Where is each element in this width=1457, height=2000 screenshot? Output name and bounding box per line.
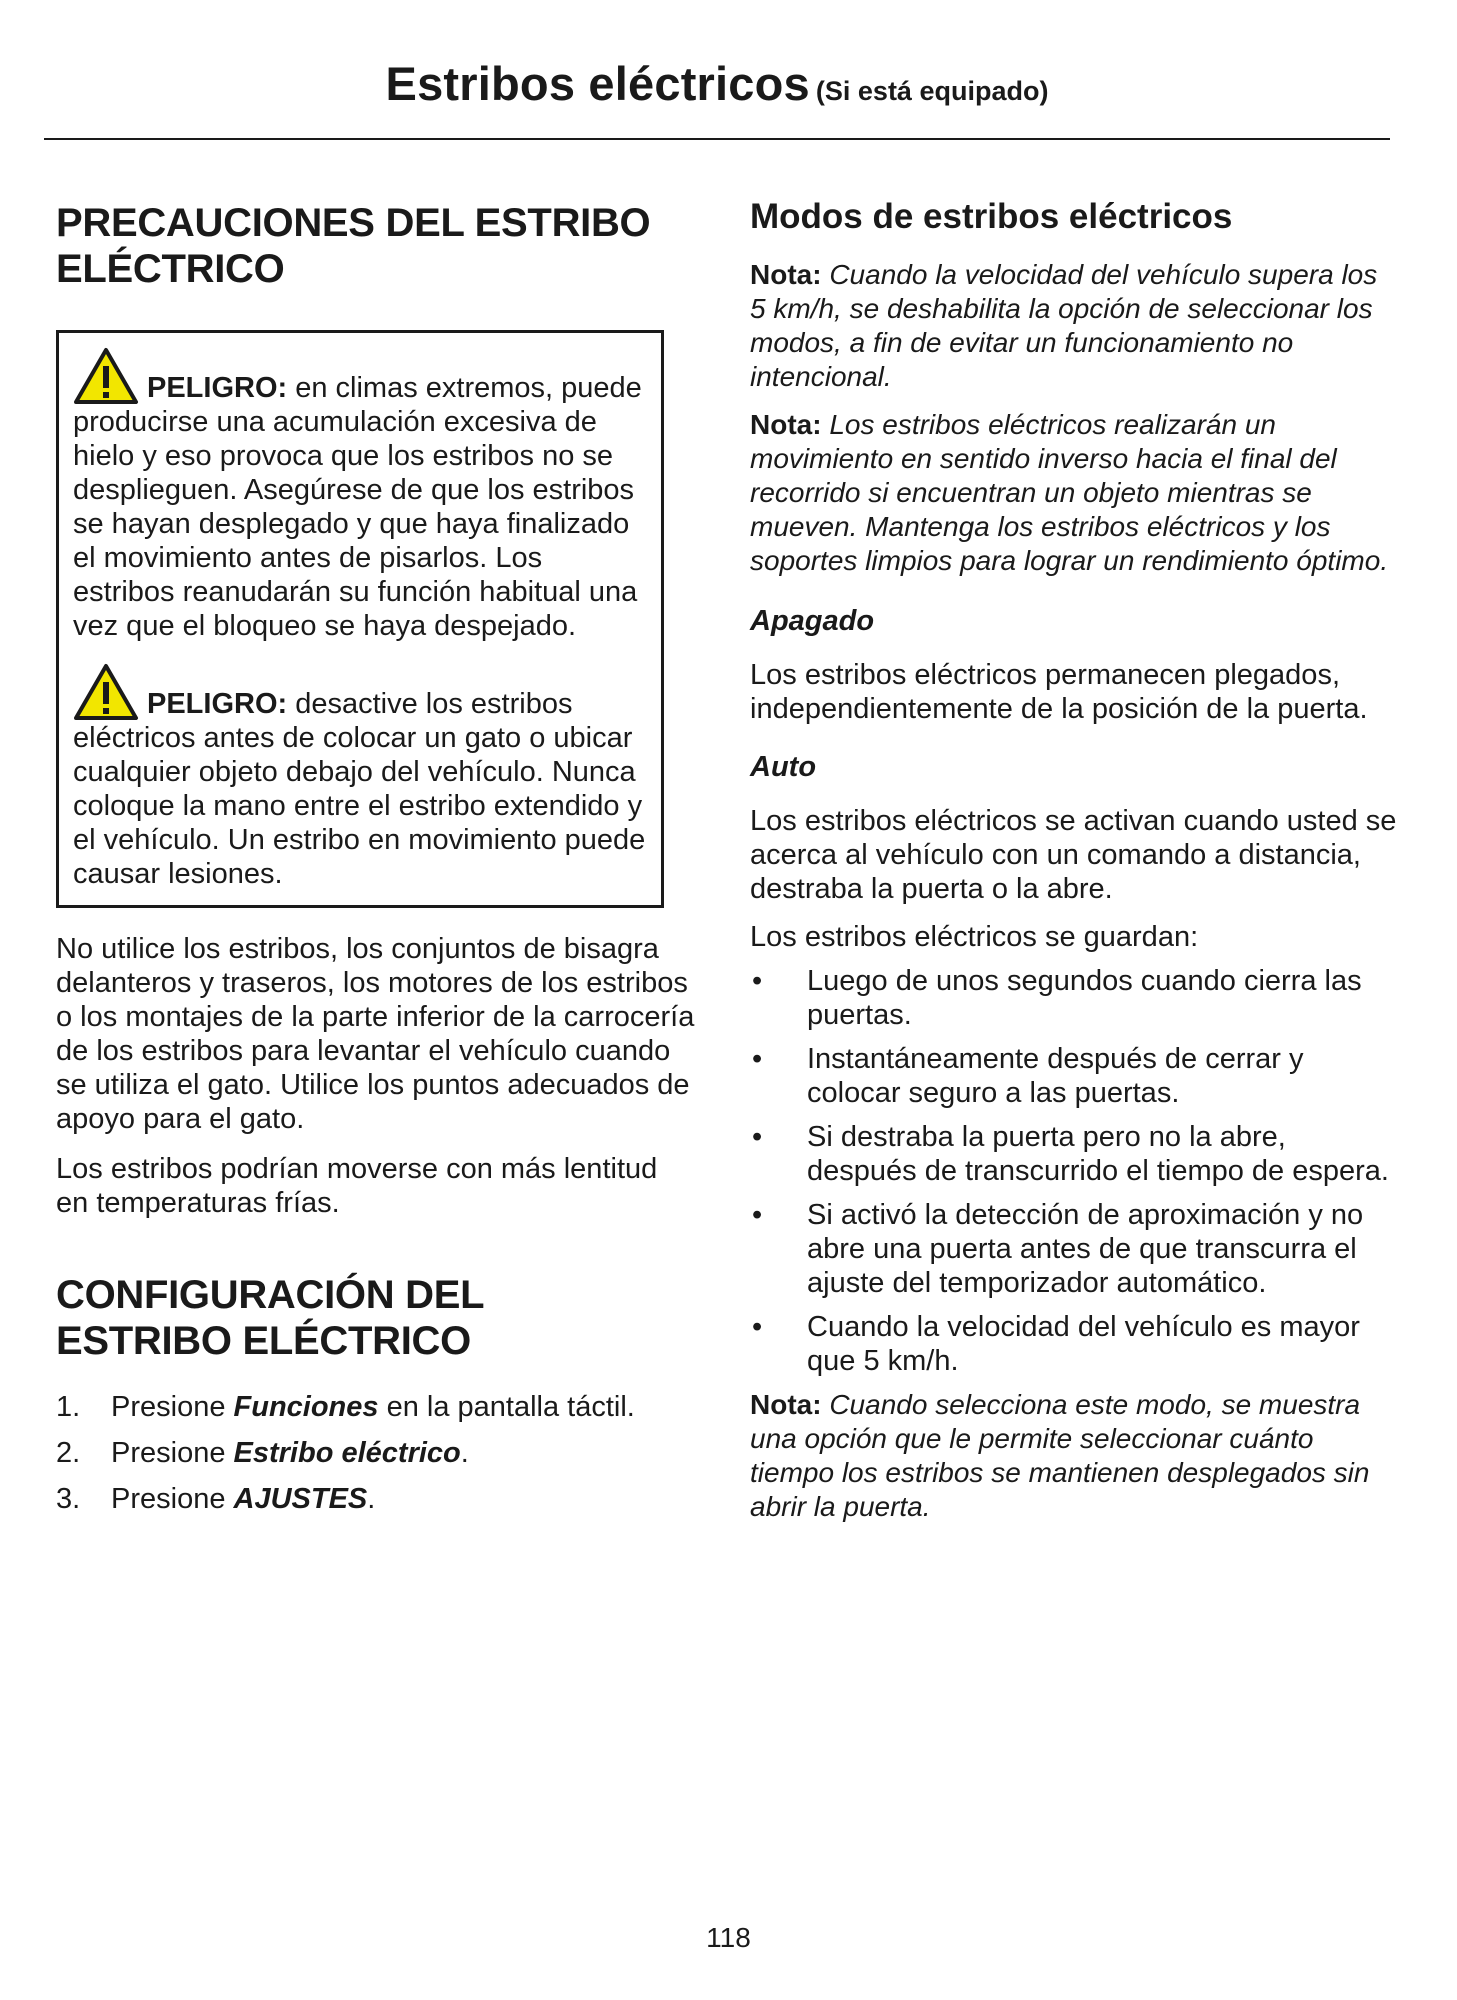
list-item-text: Si activó la detección de aproximación y no abre una puerta antes de que transcurra el ajuste del temporizador automático.	[807, 1199, 1364, 1299]
warning-box	[56, 330, 664, 908]
mode-off-text: Los estribos eléctricos permanecen plegados, independientemente de la posición de la puerta.	[750, 659, 1368, 725]
bullet: •	[752, 1311, 763, 1343]
stow-list	[750, 964, 1398, 1378]
list-item-text: Luego de unos segundos cuando cierra las puertas.	[807, 965, 1362, 1031]
note-reverse	[750, 408, 1398, 578]
warning-text: desactive los estribos eléctricos antes de colocar un gato o ubicar cualquier objeto debajo del vehículo. Nunca coloque la mano entre el estribo extendido y el vehículo. Un estribo en movimiento puede causar lesiones.	[73, 688, 646, 890]
config-steps	[56, 1390, 696, 1516]
page-header	[44, 56, 1390, 111]
step-emphasis: AJUSTES	[233, 1483, 368, 1515]
paragraph-cold-temps: Los estribos podrían moverse con más lentitud en temperaturas frías.	[56, 1153, 658, 1219]
step-text: Presione AJUSTES.	[111, 1483, 376, 1515]
bullet: •	[752, 1043, 763, 1075]
note-label: Nota:	[750, 409, 822, 440]
list-item-text: Instantáneamente después de cerrar y colocar seguro a las puertas.	[807, 1043, 1304, 1109]
config-heading-line1: CONFIGURACIÓN DEL	[56, 1273, 485, 1317]
list-item	[750, 1120, 1398, 1188]
list-item-text: Cuando la velocidad del vehículo es mayor que 5 km/h.	[807, 1311, 1360, 1377]
step-emphasis: Funciones	[233, 1391, 379, 1423]
paragraph-jack-points: No utilice los estribos, los conjuntos de bisagra delanteros y traseros, los motores de los estribos o los montajes de la parte inferior de la carrocería de los estribos para levantar el vehículo cuando se utiliza el gato. Utilice los puntos adecuados de apoyo para el gato.	[56, 933, 695, 1135]
config-heading-line2: ESTRIBO ELÉCTRICO	[56, 1319, 471, 1363]
modes-heading: Modos de estribos eléctricos	[750, 197, 1233, 236]
step-item	[56, 1482, 696, 1516]
mode-auto-title: Auto	[750, 751, 817, 783]
warning-label: PELIGRO:	[147, 688, 288, 720]
left-column	[56, 200, 696, 1528]
mode-off-title: Apagado	[750, 605, 875, 637]
bullet: •	[752, 1199, 763, 1231]
list-item-text: Si destraba la puerta pero no la abre, después de transcurrido el tiempo de espera.	[807, 1121, 1389, 1187]
warning-item	[73, 663, 647, 891]
page-title: Estribos eléctricos	[385, 57, 810, 110]
config-heading	[56, 1272, 696, 1364]
list-item	[750, 1310, 1398, 1378]
precautions-heading	[56, 200, 696, 292]
warning-triangle-icon	[73, 663, 139, 721]
note-text: Cuando la velocidad del vehículo supera los 5 km/h, se deshabilita la opción de seleccionar los modos, a fin de evitar un funcionamiento no intencional.	[750, 259, 1378, 392]
mode-auto-text: Los estribos eléctricos se activan cuando usted se acerca al vehículo con un comando a distancia, destraba la puerta o la abre.	[750, 805, 1397, 905]
warning-triangle-icon	[73, 347, 139, 405]
step-text: Presione Estribo eléctrico.	[111, 1437, 469, 1469]
note-mode-option	[750, 1388, 1398, 1524]
note-label: Nota:	[750, 259, 822, 290]
step-number: 2.	[56, 1437, 81, 1469]
header-divider	[44, 138, 1390, 140]
step-emphasis: Estribo eléctrico	[233, 1437, 461, 1469]
step-item	[56, 1390, 696, 1424]
right-column	[750, 196, 1398, 1524]
page-number: 118	[706, 1922, 751, 1953]
step-item	[56, 1436, 696, 1470]
warning-item	[73, 347, 647, 643]
warning-label: PELIGRO:	[147, 372, 288, 404]
page-subtitle: (Si está equipado)	[815, 76, 1049, 106]
list-item	[750, 1198, 1398, 1300]
list-item	[750, 964, 1398, 1032]
bullet: •	[752, 965, 763, 997]
note-label: Nota:	[750, 1389, 822, 1420]
step-number: 1.	[56, 1391, 81, 1423]
note-text: Cuando selecciona este modo, se muestra una opción que le permite seleccionar cuánto tiempo los estribos se mantienen desplegados sin abrir la puerta.	[750, 1389, 1370, 1522]
stow-intro: Los estribos eléctricos se guardan:	[750, 921, 1199, 953]
list-item	[750, 1042, 1398, 1110]
bullet: •	[752, 1121, 763, 1153]
warning-text: en climas extremos, puede producirse una acumulación excesiva de hielo y eso provoca que los estribos no se desplieguen. Asegúrese de que los estribos se hayan desplegado y que haya finalizado el movimiento antes de pisarlos. Los estribos reanudarán su función habitual una vez que el bloqueo se haya despejado.	[73, 372, 642, 642]
step-text: Presione Funciones en la pantalla táctil.	[111, 1391, 635, 1423]
step-number: 3.	[56, 1483, 81, 1515]
precautions-heading-line1: PRECAUCIONES DEL ESTRIBO	[56, 201, 651, 245]
note-text: Los estribos eléctricos realizarán un movimiento en sentido inverso hacia el final del recorrido si encuentran un objeto mientras se mueven. Mantenga los estribos eléctricos y los soportes limpios para lograr un rendimiento óptimo.	[750, 409, 1389, 576]
note-speed	[750, 258, 1398, 394]
precautions-heading-line2: ELÉCTRICO	[56, 247, 285, 291]
